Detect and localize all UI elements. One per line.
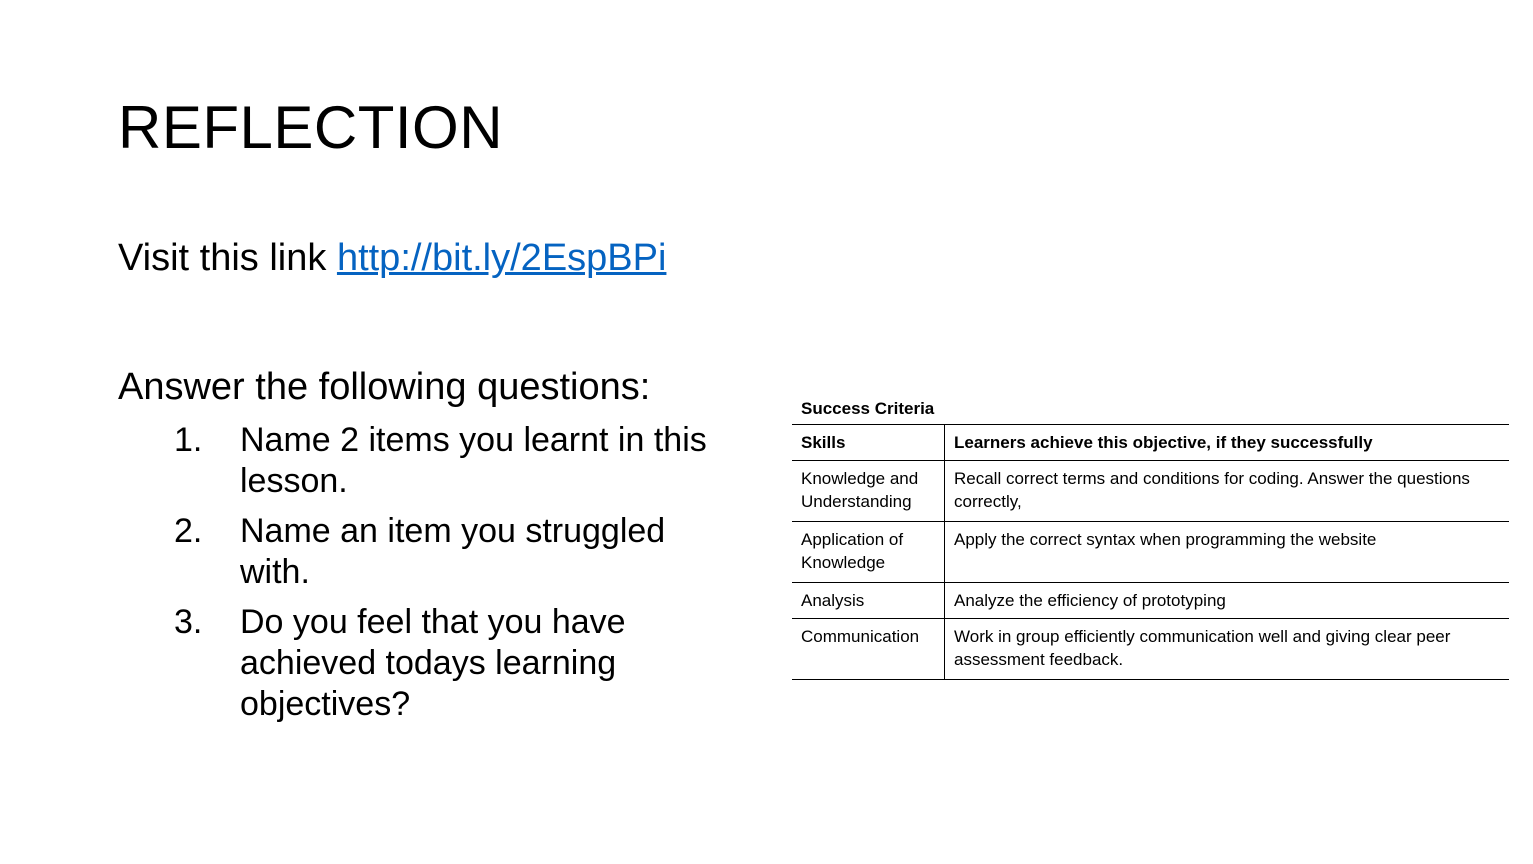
question-text: Name 2 items you learnt in this lesson.	[240, 421, 707, 500]
table-row	[792, 522, 1509, 583]
success-criteria-caption: Success Criteria	[801, 399, 935, 418]
reflection-link[interactable]: http://bit.ly/2EspBPi	[336, 237, 667, 279]
question-item	[174, 602, 734, 725]
question-item	[174, 420, 734, 502]
criteria-cell: Work in group efficiently communication well and giving clear peer assessment feedback.	[945, 619, 1510, 680]
questions-heading: Answer the following questions:	[118, 366, 651, 408]
question-item	[174, 511, 734, 593]
table-row	[792, 583, 1509, 619]
criteria-cell: Apply the correct syntax when programming the website	[945, 522, 1510, 583]
skill-cell: Communication	[792, 619, 945, 680]
question-text: Name an item you struggled with.	[240, 512, 666, 591]
question-number: 1.	[174, 421, 203, 459]
success-criteria-image	[792, 396, 1509, 680]
skill-cell: Analysis	[792, 583, 945, 619]
question-number: 2.	[174, 512, 203, 550]
visit-prefix: Visit this link	[118, 237, 337, 279]
header-objective: Learners achieve this objective, if they successfully	[945, 425, 1510, 461]
visit-link-line	[118, 232, 666, 284]
table-row	[792, 461, 1509, 522]
question-number: 3.	[174, 603, 203, 641]
header-skills: Skills	[792, 425, 945, 461]
question-text: Do you feel that you have achieved todays learning objectives?	[240, 603, 626, 723]
criteria-cell: Recall correct terms and conditions for coding. Answer the questions correctly,	[945, 461, 1510, 522]
success-criteria-table	[792, 424, 1509, 680]
table-header-row	[792, 425, 1509, 461]
slide-title: REFLECTION	[118, 94, 504, 161]
table-row	[792, 619, 1509, 680]
questions-list	[174, 420, 734, 734]
skill-cell: Knowledge and Understanding	[792, 461, 945, 522]
criteria-cell: Analyze the efficiency of prototyping	[945, 583, 1510, 619]
skill-cell: Application of Knowledge	[792, 522, 945, 583]
